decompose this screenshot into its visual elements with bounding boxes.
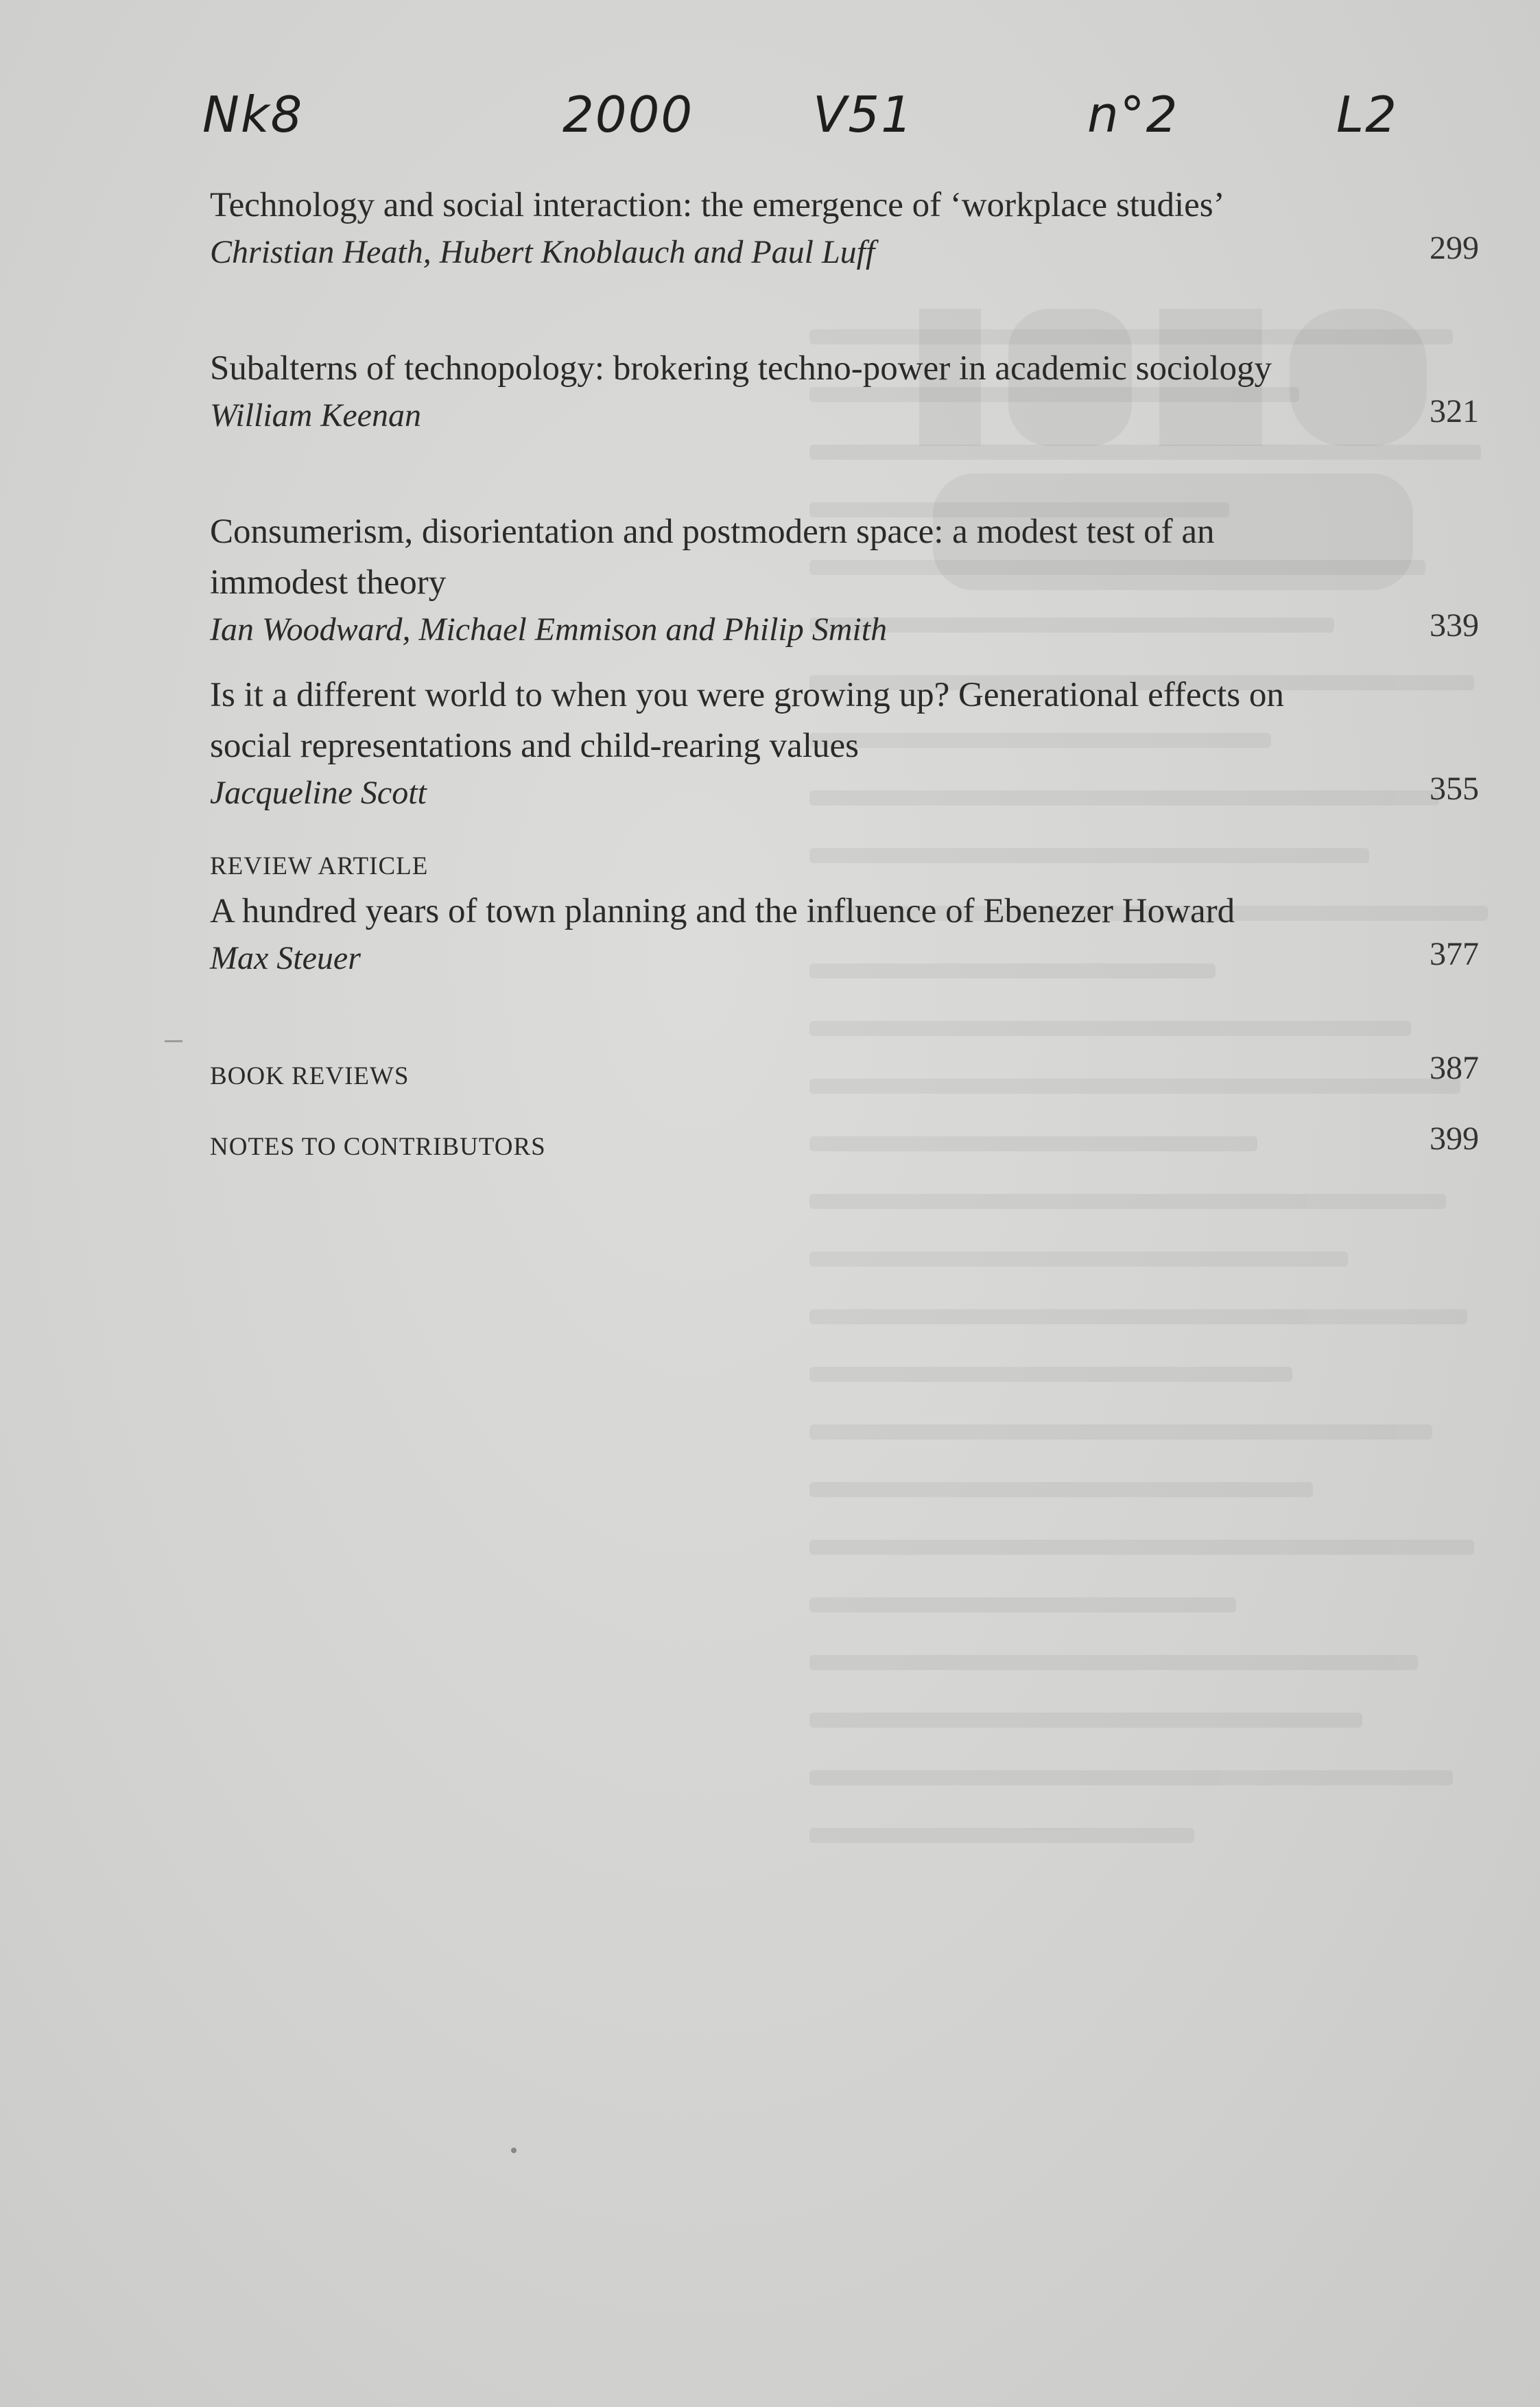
book-reviews-entry bbox=[210, 1048, 1479, 1096]
handwritten-mark: V51 bbox=[813, 86, 914, 143]
page-number: 339 bbox=[1430, 607, 1479, 644]
page-number: 399 bbox=[1430, 1120, 1479, 1157]
article-authors: Christian Heath, Hubert Knoblauch and Paul Luff bbox=[210, 234, 875, 270]
article-authors: Ian Woodward, Michael Emmison and Philip Smith bbox=[210, 611, 888, 648]
review-article-entry bbox=[210, 847, 1479, 981]
page-number: 387 bbox=[1430, 1050, 1479, 1086]
handwritten-annotation bbox=[0, 86, 1540, 168]
page-number: 355 bbox=[1430, 771, 1479, 807]
toc-entry bbox=[210, 180, 1479, 274]
review-article-label: REVIEW ARTICLE bbox=[210, 852, 429, 880]
article-title: Technology and social interaction: the emergence of ‘workplace studies’ bbox=[210, 186, 1225, 224]
toc-entry bbox=[210, 506, 1479, 652]
article-authors: Max Steuer bbox=[210, 940, 361, 976]
page-number: 321 bbox=[1430, 393, 1479, 430]
handwritten-mark: L2 bbox=[1336, 86, 1398, 143]
handwritten-mark: 2000 bbox=[562, 86, 694, 143]
article-title: A hundred years of town planning and the influence of Ebenezer Howard bbox=[210, 892, 1235, 930]
paper-speck bbox=[511, 2148, 517, 2153]
handwritten-mark: Nk8 bbox=[202, 86, 304, 143]
page-number: 377 bbox=[1430, 936, 1479, 972]
margin-mark bbox=[165, 1040, 182, 1042]
toc-entry bbox=[210, 343, 1479, 438]
handwritten-mark: n°2 bbox=[1087, 86, 1179, 143]
article-authors: Jacqueline Scott bbox=[210, 775, 427, 811]
article-authors: William Keenan bbox=[210, 397, 421, 434]
article-title: Is it a different world to when you were growing up? Generational effects on social representations and child-rearing values bbox=[210, 676, 1284, 765]
article-title: Consumerism, disorientation and postmodern space: a modest test of an immodest theory bbox=[210, 513, 1215, 602]
toc-entry bbox=[210, 670, 1479, 815]
page-number: 299 bbox=[1430, 230, 1479, 266]
notes-to-contributors-entry bbox=[210, 1118, 1479, 1166]
book-reviews-label: BOOK REVIEWS bbox=[210, 1062, 410, 1090]
article-title: Subalterns of technopology: brokering techno-power in academic sociology bbox=[210, 349, 1272, 388]
notes-to-contributors-label: NOTES TO CONTRIBUTORS bbox=[210, 1133, 546, 1161]
